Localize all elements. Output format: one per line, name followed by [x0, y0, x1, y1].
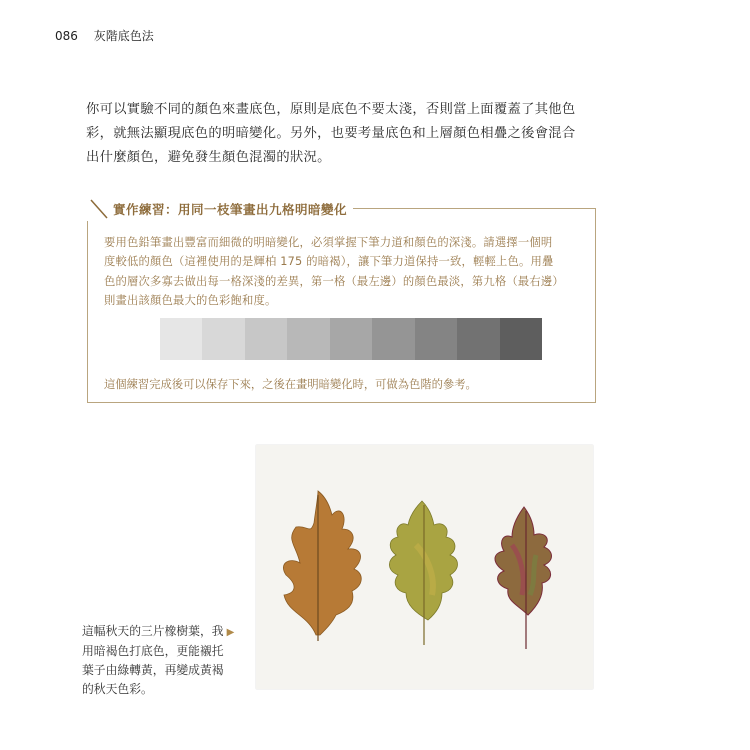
oak-leaves-illustration: [256, 445, 593, 689]
exercise-body-line: 色的層次多寡去做出每一格深淺的差異，第一格（最左邊）的顏色最淡，第九格（最右邊）: [104, 274, 564, 288]
exercise-title-bar: [87, 197, 353, 221]
tone-swatch-6: [372, 318, 414, 360]
exercise-title: 實作練習：用同一枝筆畫出九格明暗變化: [113, 202, 348, 217]
exercise-body: [104, 233, 586, 311]
tone-swatch-9: [500, 318, 542, 360]
intro-line: 彩，就無法顯現底色的明暗變化。另外，也要考量底色和上層顏色相疊之後會混合: [86, 126, 576, 141]
caption-line: 葉子由綠轉黃，再變成黃褐: [82, 663, 224, 677]
illustration-caption: [82, 622, 242, 699]
exercise-footer: 這個練習完成後可以保存下來，之後在畫明暗變化時，可做為色階的參考。: [104, 378, 477, 391]
tone-swatch-2: [202, 318, 244, 360]
leaves-drawing: [256, 445, 593, 689]
green-yellow-oak-leaf: [389, 501, 457, 645]
exercise-body-line: 要用色鉛筆畫出豐富而細微的明暗變化，必須掌握下筆力道和顏色的深淺。請選擇一個明: [104, 236, 553, 249]
intro-line: 你可以實驗不同的顏色來畫底色，原則是底色不要太淺，否則當上面覆蓋了其他色: [86, 102, 576, 117]
tone-swatch-3: [245, 318, 287, 360]
tone-swatch-4: [287, 318, 329, 360]
triangle-right-icon: ▶: [226, 627, 235, 638]
intro-paragraph: [86, 98, 606, 170]
page-number: 086: [55, 29, 78, 43]
tone-swatch-5: [330, 318, 372, 360]
caption-line: 用暗褐色打底色，更能襯托: [82, 644, 224, 658]
exercise-body-line: 度較低的顏色（這裡使用的是輝柏 175 的暗褐），讓下筆力道保持一致，輕輕上色。用疊: [104, 255, 554, 269]
page-header: [55, 27, 154, 44]
caption-line: 的秋天色彩。: [82, 682, 153, 696]
caption-line: 這幅秋天的三片橡樹葉，我: [82, 624, 224, 638]
exercise-body-line: 則畫出該顏色最大的色彩飽和度。: [104, 294, 277, 308]
pencil-slash-icon: [89, 198, 109, 220]
tone-scale-swatches: [160, 318, 542, 360]
tone-swatch-1: [160, 318, 202, 360]
red-green-oak-leaf: [495, 507, 552, 649]
tone-swatch-8: [457, 318, 499, 360]
intro-line: 出什麼顏色，避免發生顏色混濁的狀況。: [86, 150, 331, 165]
section-title: 灰階底色法: [93, 29, 154, 43]
tone-swatch-7: [415, 318, 457, 360]
brown-oak-leaf: [283, 491, 361, 641]
